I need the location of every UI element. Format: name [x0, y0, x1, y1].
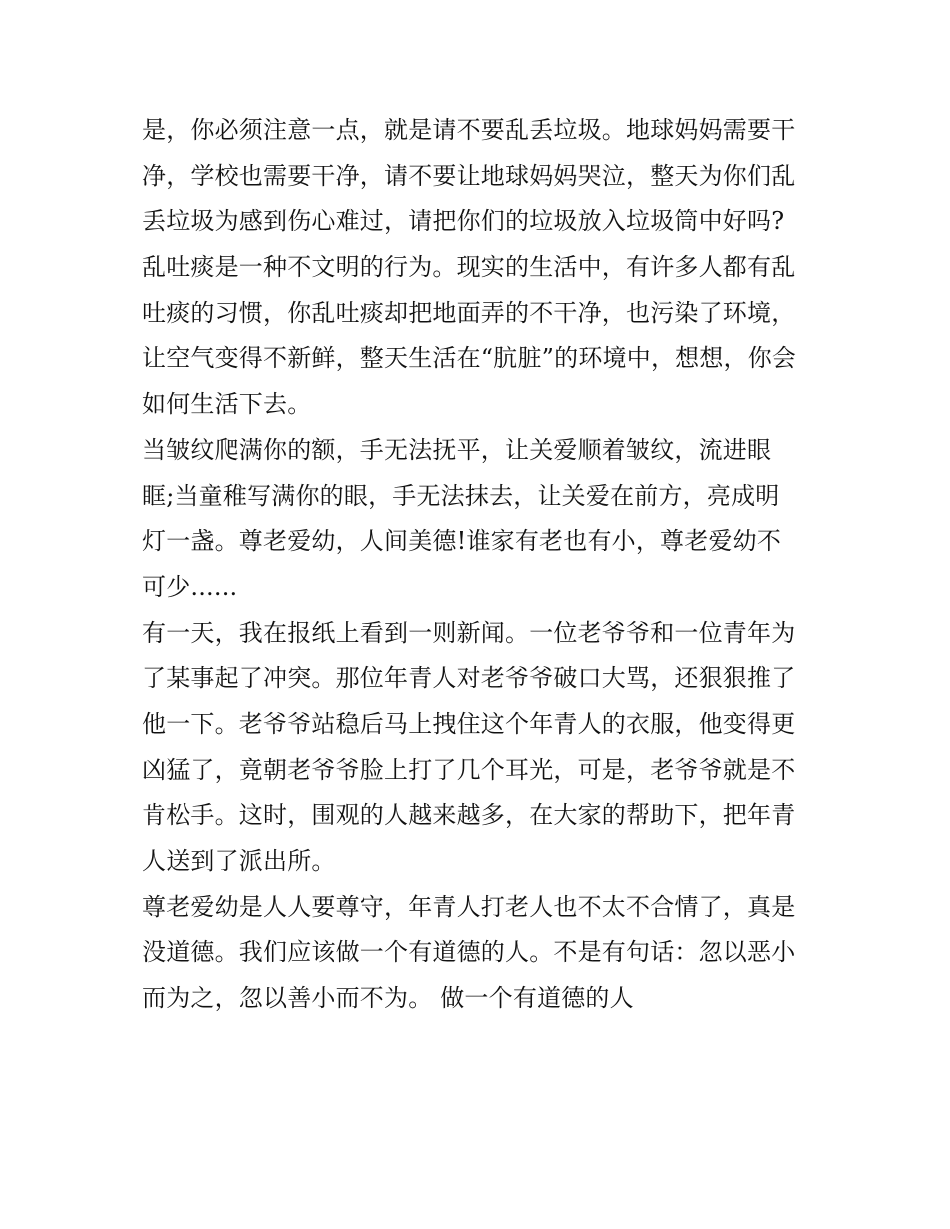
text-line: 让空气变得不新鲜，整天生活在“肮脏”的环境中，想想，你会: [142, 344, 797, 373]
text-line: 是，你必须注意一点，就是请不要乱丢垃圾。地球妈妈需要干: [142, 116, 796, 144]
text-line: 吐痰的习惯，你乱吐痰却把地面弄的不干净，也污染了环境，: [142, 298, 796, 327]
text-line: 有一天，我在报纸上看到一则新闻。一位老爷爷和一位青年为: [142, 618, 796, 647]
text-line: 凶猛了，竟朝老爷爷脸上打了几个耳光，可是，老爷爷就是不: [142, 755, 796, 784]
text-line: 当皱纹爬满你的额，手无法抚平，让关爱顺着皱纹，流进眼: [142, 435, 772, 464]
text-line: 可少......: [142, 572, 238, 601]
text-line: 没道德。我们应该做一个有道德的人。不是有句话：忽以恶小: [142, 938, 796, 967]
text-line: 乱吐痰是一种不文明的行为。现实的生活中，有许多人都有乱: [142, 253, 796, 282]
text-line: 人送到了派出所。: [142, 847, 336, 875]
text-line: 尊老爱幼是人人要尊守，年青人打老人也不太不合情了，真是: [142, 892, 796, 921]
text-line: 了某事起了冲突。那位年青人对老爷爷破口大骂，还狠狠推了: [142, 664, 796, 693]
text-line: 而为之，忽以善小而不为。 做一个有道德的人: [142, 984, 634, 1013]
text-line: 净，学校也需要干净，请不要让地球妈妈哭泣，整天为你们乱: [142, 161, 796, 190]
document-body: [142, 108, 822, 1022]
text-line: 丢垃圾为感到伤心难过，请把你们的垃圾放入垃圾筒中好吗?: [142, 207, 785, 236]
text-line: 他一下。老爷爷站稳后马上拽住这个年青人的衣服，他变得更: [142, 709, 796, 738]
text-line: 如何生活下去。: [142, 390, 312, 419]
text-line: 肯松手。这时，围观的人越来越多，在大家的帮助下，把年青: [142, 801, 796, 830]
text-line: 灯一盏。尊老爱幼，人间美德!谁家有老也有小，尊老爱幼不: [142, 527, 782, 556]
text-line: 眶;当童稚写满你的眼，手无法抹去，让关爱在前方，亮成明: [142, 481, 780, 510]
